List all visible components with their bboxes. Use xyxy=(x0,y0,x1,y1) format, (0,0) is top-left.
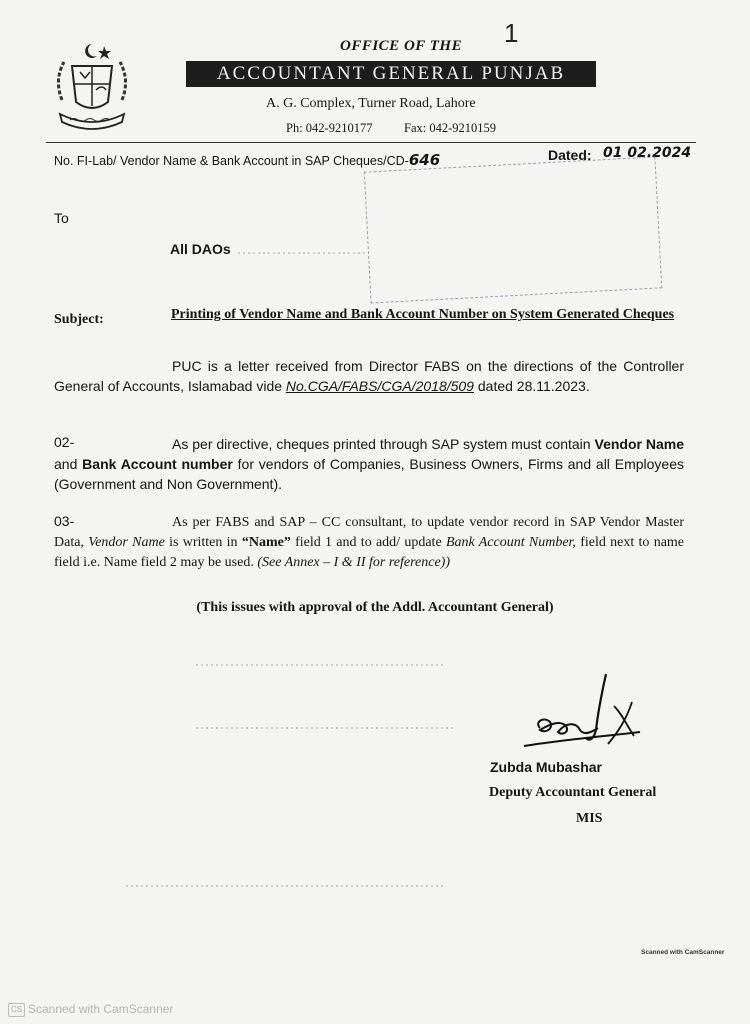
page-number: 1 xyxy=(504,18,519,48)
faint-marks xyxy=(238,252,368,254)
p3-bold-name: “Name” xyxy=(241,535,291,550)
dated-label: Dated: xyxy=(548,147,592,163)
camscanner-icon: CS xyxy=(8,1003,25,1017)
p3-text-a: As per FABS and SAP – CC consultant, to update vendor record in SAP Vendor Master Data, xyxy=(54,515,684,550)
paragraph-3 xyxy=(54,513,684,573)
p3-text-d: field next to name field i.e. Name field 2 may be used. xyxy=(54,535,685,570)
signatory-title: Deputy Accountant General xyxy=(489,785,657,800)
phone-number: Ph: 042-9210177 xyxy=(286,121,373,135)
approval-note: (This issues with approval of the Addl. Accountant General) xyxy=(196,600,554,615)
p3-italic-vendor: Vendor Name xyxy=(88,535,165,550)
p3-italic-annex: (See Annex – I & II for reference)) xyxy=(257,555,450,570)
header-divider xyxy=(46,142,696,143)
p2-bold-vendor: Vendor Name xyxy=(594,436,684,452)
p3-text-b: is written in xyxy=(164,535,242,550)
office-address: A. G. Complex, Turner Road, Lahore xyxy=(266,96,476,111)
subject-text: Printing of Vendor Name and Bank Account Number on System Generated Cheques xyxy=(171,307,675,322)
paragraph-2-number: 02- xyxy=(54,434,75,450)
faint-marks xyxy=(126,885,446,887)
government-emblem-icon xyxy=(48,40,136,132)
p2-text-d: for vendors of Companies, Business Owners, Firms and all Employees (Government and Non Government). xyxy=(54,456,684,492)
p2-bold-account: Bank Account number xyxy=(82,456,233,472)
p2-text-c: and xyxy=(54,456,83,472)
scanner-watermark: Scanned with CamScanner xyxy=(28,1002,174,1016)
signatory-unit: MIS xyxy=(576,811,603,826)
office-line: OFFICE OF THE xyxy=(340,38,463,54)
reference-number xyxy=(54,151,440,169)
reference-prefix: No. FI-Lab/ Vendor Name & Bank Account in SAP Cheques/CD- xyxy=(54,154,409,168)
dated-value: 01 02.2024 xyxy=(603,145,692,161)
fax-number: Fax: 042-9210159 xyxy=(404,121,497,135)
paragraph-3-number: 03- xyxy=(54,513,75,529)
intro-reference: No.CGA/FABS/CGA/2018/509 xyxy=(285,378,474,394)
scanner-mark: Scanned with CamScanner xyxy=(641,949,725,956)
recipient: All DAOs xyxy=(170,241,231,257)
faded-stamp xyxy=(364,156,663,303)
paragraph-intro xyxy=(54,356,684,396)
intro-text: PUC is a letter received from Director FABS on the directions of the Controller General of Accounts, Islamabad vide xyxy=(54,358,684,394)
p2-text-a: As per directive, cheques printed through SAP system must contain xyxy=(172,436,595,452)
p3-italic-account: Bank Account Number, xyxy=(445,535,576,550)
intro-date: dated 28.11.2023. xyxy=(473,378,590,394)
paragraph-2 xyxy=(54,434,684,494)
subject-label: Subject: xyxy=(54,312,104,327)
faint-marks xyxy=(196,727,456,729)
organization-banner: ACCOUNTANT GENERAL PUNJAB xyxy=(186,61,596,87)
faint-marks xyxy=(196,664,446,666)
p3-text-c: field 1 and to add/ update xyxy=(290,535,446,550)
signatory-name: Zubda Mubashar xyxy=(490,759,603,775)
reference-handwritten: 646 xyxy=(408,151,441,169)
handwritten-signature xyxy=(510,672,650,762)
to-label: To xyxy=(54,210,69,226)
